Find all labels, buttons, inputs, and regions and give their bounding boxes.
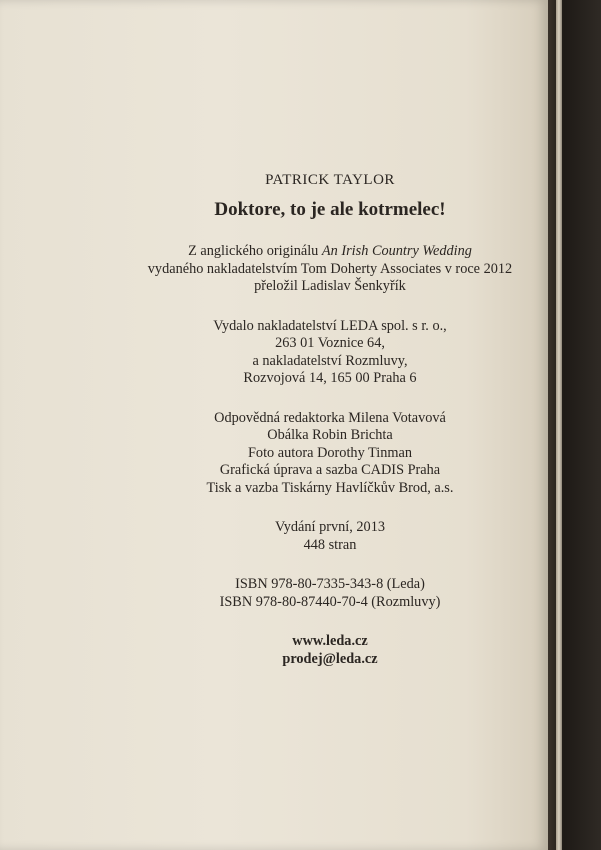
edition-info: [130, 519, 530, 554]
isbn-line: ISBN 978-80-87440-70-4 (Rozmluvy): [219, 593, 441, 610]
credit-line: Grafická úprava a sazba CADIS Praha: [219, 462, 441, 478]
publisher-line: Rozvojová 14, 165 00 Praha 6: [243, 370, 417, 386]
original-line: [130, 243, 530, 261]
translation-info: [130, 243, 530, 296]
isbn-info: [130, 576, 530, 611]
page-count: 448 stran: [303, 536, 357, 553]
credit-line: Odpovědná redaktorka Milena Votavová: [214, 409, 446, 426]
isbn-line: ISBN 978-80-7335-343-8 (Leda): [235, 576, 425, 592]
publisher-line: a nakladatelství Rozmluvy,: [252, 352, 408, 369]
credit-line: Foto autora Dorothy Tinman: [247, 444, 413, 461]
book-title: Doktore, to je ale kotrmelec!: [214, 199, 446, 220]
credits: [130, 410, 530, 498]
original-prefix: Z anglického originálu: [188, 243, 322, 259]
website-link[interactable]: www.leda.cz: [292, 633, 368, 649]
colophon: [130, 172, 530, 690]
publisher-info: [130, 318, 530, 388]
credit-line: Obálka Robin Brichta: [267, 427, 393, 443]
first-edition: Vydání první, 2013: [275, 519, 385, 535]
page-edge-strip: [556, 0, 562, 850]
contact-info: [130, 633, 530, 668]
original-publisher: vydaného nakladatelstvím Tom Doherty Associates v roce 2012: [147, 260, 513, 277]
original-title: An Irish Country Wedding: [321, 243, 472, 259]
publisher-line: 263 01 Voznice 64,: [275, 335, 385, 351]
email-link[interactable]: prodej@leda.cz: [282, 650, 378, 667]
translator: přeložil Ladislav Šenkyřík: [254, 278, 406, 294]
publisher-line: Vydalo nakladatelství LEDA spol. s r. o.,: [213, 317, 447, 334]
credit-line: Tisk a vazba Tiskárny Havlíčkův Brod, a.s.: [206, 479, 454, 496]
author-name: PATRICK TAYLOR: [265, 172, 395, 188]
